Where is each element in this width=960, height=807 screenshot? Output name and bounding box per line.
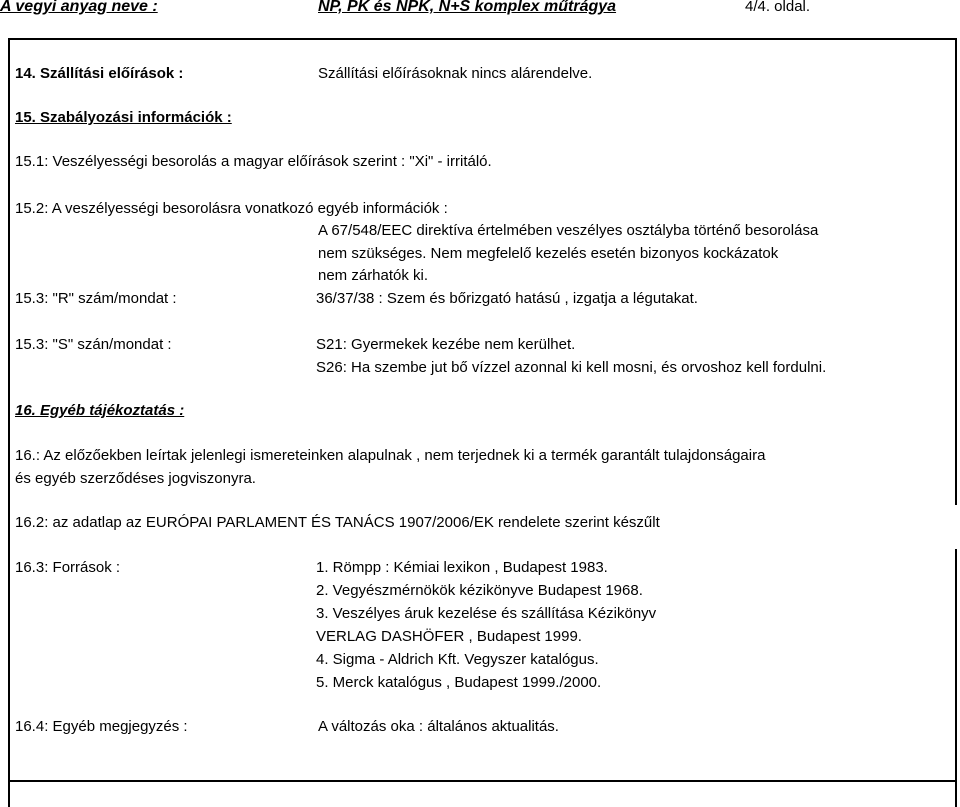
page-frame-left-border xyxy=(8,38,10,807)
section-15-2-label: 15.2: A veszélyességi besorolásra vonatkozó egyéb információk : xyxy=(15,200,448,217)
source-item: 5. Merck katalógus , Budapest 1999./2000. xyxy=(316,674,602,691)
sources-label: 16.3: Források : xyxy=(15,559,121,576)
note-value: A változás oka : általános aktualitás. xyxy=(318,718,559,735)
section-14-title: 14. Szállítási előírások : xyxy=(15,65,184,82)
section-16-1-line: és egyéb szerződéses jogviszonyra. xyxy=(15,470,256,487)
page-frame-right-border xyxy=(955,38,957,807)
note-label: 16.4: Egyéb megjegyzés : xyxy=(15,718,188,735)
section-15-2-line: nem zárhatók ki. xyxy=(318,267,429,284)
source-item: 4. Sigma - Aldrich Kft. Vegyszer katalógus. xyxy=(316,651,599,668)
source-item: 2. Vegyészmérnökök kézikönyve Budapest 1968. xyxy=(316,582,643,599)
section-15-title: 15. Szabályozási információk : xyxy=(15,109,232,126)
footer-divider xyxy=(8,780,957,782)
header-divider xyxy=(8,38,957,40)
s-phrase-line: S26: Ha szembe jut bő vízzel azonnal ki kell mosni, és orvoshoz kell fordulni. xyxy=(316,359,827,376)
section-14-value: Szállítási előírásoknak nincs alárendelve. xyxy=(318,65,593,82)
frame-gap xyxy=(950,505,960,549)
section-16-2: 16.2: az adatlap az EURÓPAI PARLAMENT ÉS TANÁCS 1907/2006/EK rendelete szerint készűlt xyxy=(15,514,660,531)
section-15-2-line: nem szükséges. Nem megfelelő kezelés esetén bizonyos kockázatok xyxy=(318,245,779,262)
source-item: 3. Veszélyes áruk kezelése és szállítása Kézikönyv xyxy=(316,605,657,622)
source-item: VERLAG DASHÖFER , Budapest 1999. xyxy=(316,628,582,645)
product-name-label: A vegyi anyag neve : xyxy=(0,0,158,15)
s-phrase-line: S21: Gyermekek kezébe nem kerülhet. xyxy=(316,336,576,353)
section-15-2-line: A 67/548/EEC direktíva értelmében veszélyes osztályba történő besorolása xyxy=(318,222,819,239)
section-16-1-line: 16.: Az előzőekben leírtak jelenlegi ismereteinken alapulnak , nem terjednek ki a termék garantált tulajdonságaira xyxy=(15,447,766,464)
s-phrase-label: 15.3: "S" szán/mondat : xyxy=(15,336,172,353)
section-16-title: 16. Egyéb tájékoztatás : xyxy=(15,402,185,419)
source-item: 1. Römpp : Kémiai lexikon , Budapest 1983. xyxy=(316,559,608,576)
r-phrase-label: 15.3: "R" szám/mondat : xyxy=(15,290,177,307)
product-name: NP, PK és NPK, N+S komplex műtrágya xyxy=(318,0,617,15)
section-15-1: 15.1: Veszélyességi besorolás a magyar előírások szerint : "Xi" - irritáló. xyxy=(15,153,492,170)
page-number: 4/4. oldal. xyxy=(745,0,811,15)
r-phrase-value: 36/37/38 : Szem és bőrizgató hatású , izgatja a légutakat. xyxy=(316,290,698,307)
